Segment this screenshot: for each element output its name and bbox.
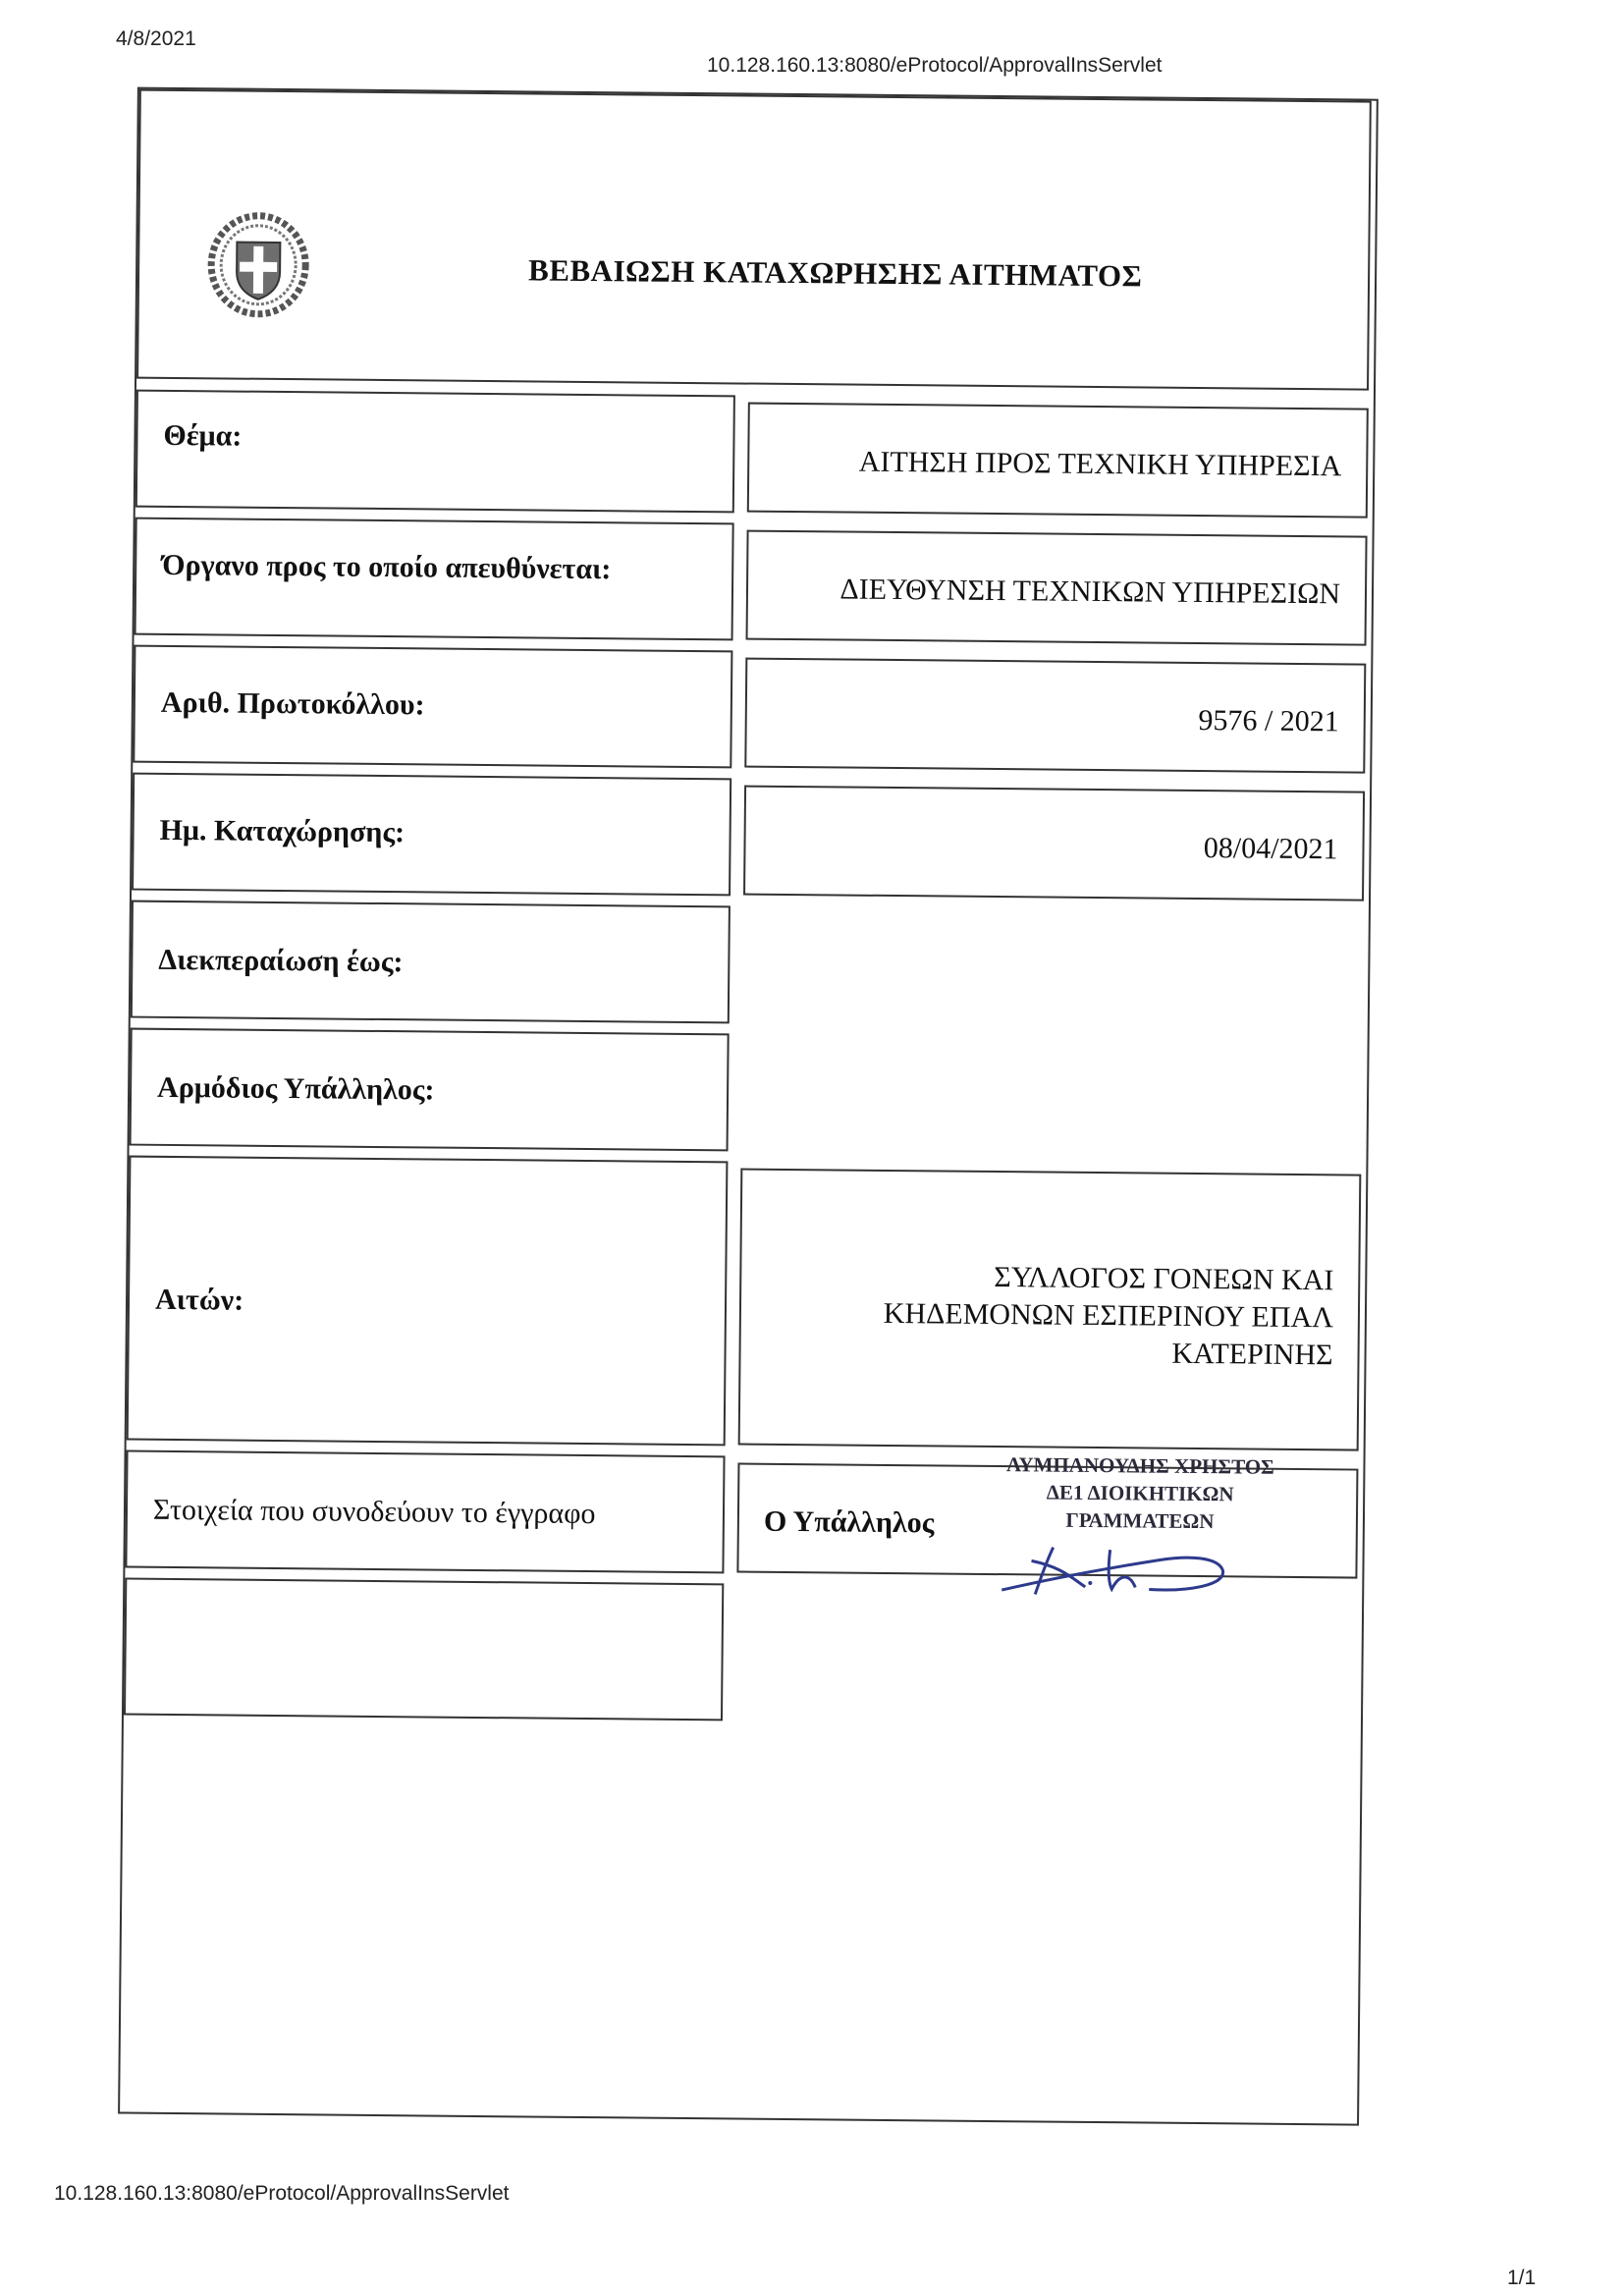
- applicant-value: [783, 1257, 1333, 1374]
- stamp-line-1: ΛΥΜΠΑΝΟΥΔΗΣ ΧΡΗΣΤΟΣ: [1005, 1452, 1274, 1479]
- responsible-employee-label: Αρμόδιος Υπάλληλος:: [156, 1070, 435, 1107]
- stamp-line-3: ΓΡΑΜΜΑΤΕΩΝ: [1065, 1507, 1215, 1534]
- print-date: 4/8/2021: [116, 27, 196, 50]
- print-url-footer: 10.128.160.13:8080/eProtocol/ApprovalInsServlet: [54, 2182, 510, 2205]
- applicant-value-line-2: ΚΗΔΕΜΟΝΩΝ ΕΣΠΕΡΙΝΟΥ ΕΠΑΛ: [883, 1296, 1334, 1335]
- protocol-number-label: Αριθ. Πρωτοκόλλου:: [160, 685, 425, 722]
- title-box: [136, 89, 1372, 391]
- applicant-value-line-1: ΣΥΛΛΟΓΟΣ ΓΟΝΕΩΝ ΚΑΙ: [994, 1261, 1334, 1297]
- document-title: ΒΕΒΑΙΩΣΗ ΚΑΤΑΧΩΡΗΣΗΣ ΑΙΤΗΜΑΤΟΣ: [527, 252, 1143, 294]
- certificate-document: [59, 77, 1384, 2132]
- official-stamp: [978, 1450, 1303, 1536]
- subject-label: Θέμα:: [163, 418, 243, 453]
- applicant-value-line-3: ΚΑΤΕΡΙΝΗΣ: [1171, 1337, 1333, 1372]
- addressed-to-value: ΔΙΕΥΘΥΝΣΗ ΤΕΧΝΙΚΩΝ ΥΠΗΡΕΣΙΩΝ: [839, 573, 1341, 611]
- employee-label: Ο Υπάλληλος: [763, 1504, 935, 1540]
- attachments-value-box: [124, 1578, 724, 1722]
- applicant-label: Αιτών:: [154, 1283, 244, 1317]
- subject-value: ΑΙΤΗΣΗ ΠΡΟΣ ΤΕΧΝΙΚΗ ΥΠΗΡΕΣΙΑ: [858, 445, 1342, 483]
- handwritten-signature-icon: [992, 1529, 1248, 1614]
- page-number: 1/1: [1507, 2267, 1537, 2289]
- print-url-header: 10.128.160.13:8080/eProtocol/ApprovalInsServlet: [707, 54, 1163, 77]
- attachments-label: Στοιχεία που συνοδεύουν το έγγραφο: [152, 1493, 596, 1531]
- stamp-line-2: ΔΕ1 ΔΙΟΙΚΗΤΙΚΩΝ: [1046, 1480, 1234, 1506]
- addressed-to-label: Όργανο προς το οποίο απευθύνεται:: [162, 548, 612, 586]
- greek-coat-of-arms-icon: [204, 210, 313, 324]
- registration-date-label: Ημ. Καταχώρησης:: [159, 813, 406, 849]
- registration-date-value: 08/04/2021: [1203, 832, 1338, 866]
- deadline-label: Διεκπεραίωση έως:: [158, 943, 404, 979]
- protocol-number-value: 9576 / 2021: [1198, 703, 1339, 738]
